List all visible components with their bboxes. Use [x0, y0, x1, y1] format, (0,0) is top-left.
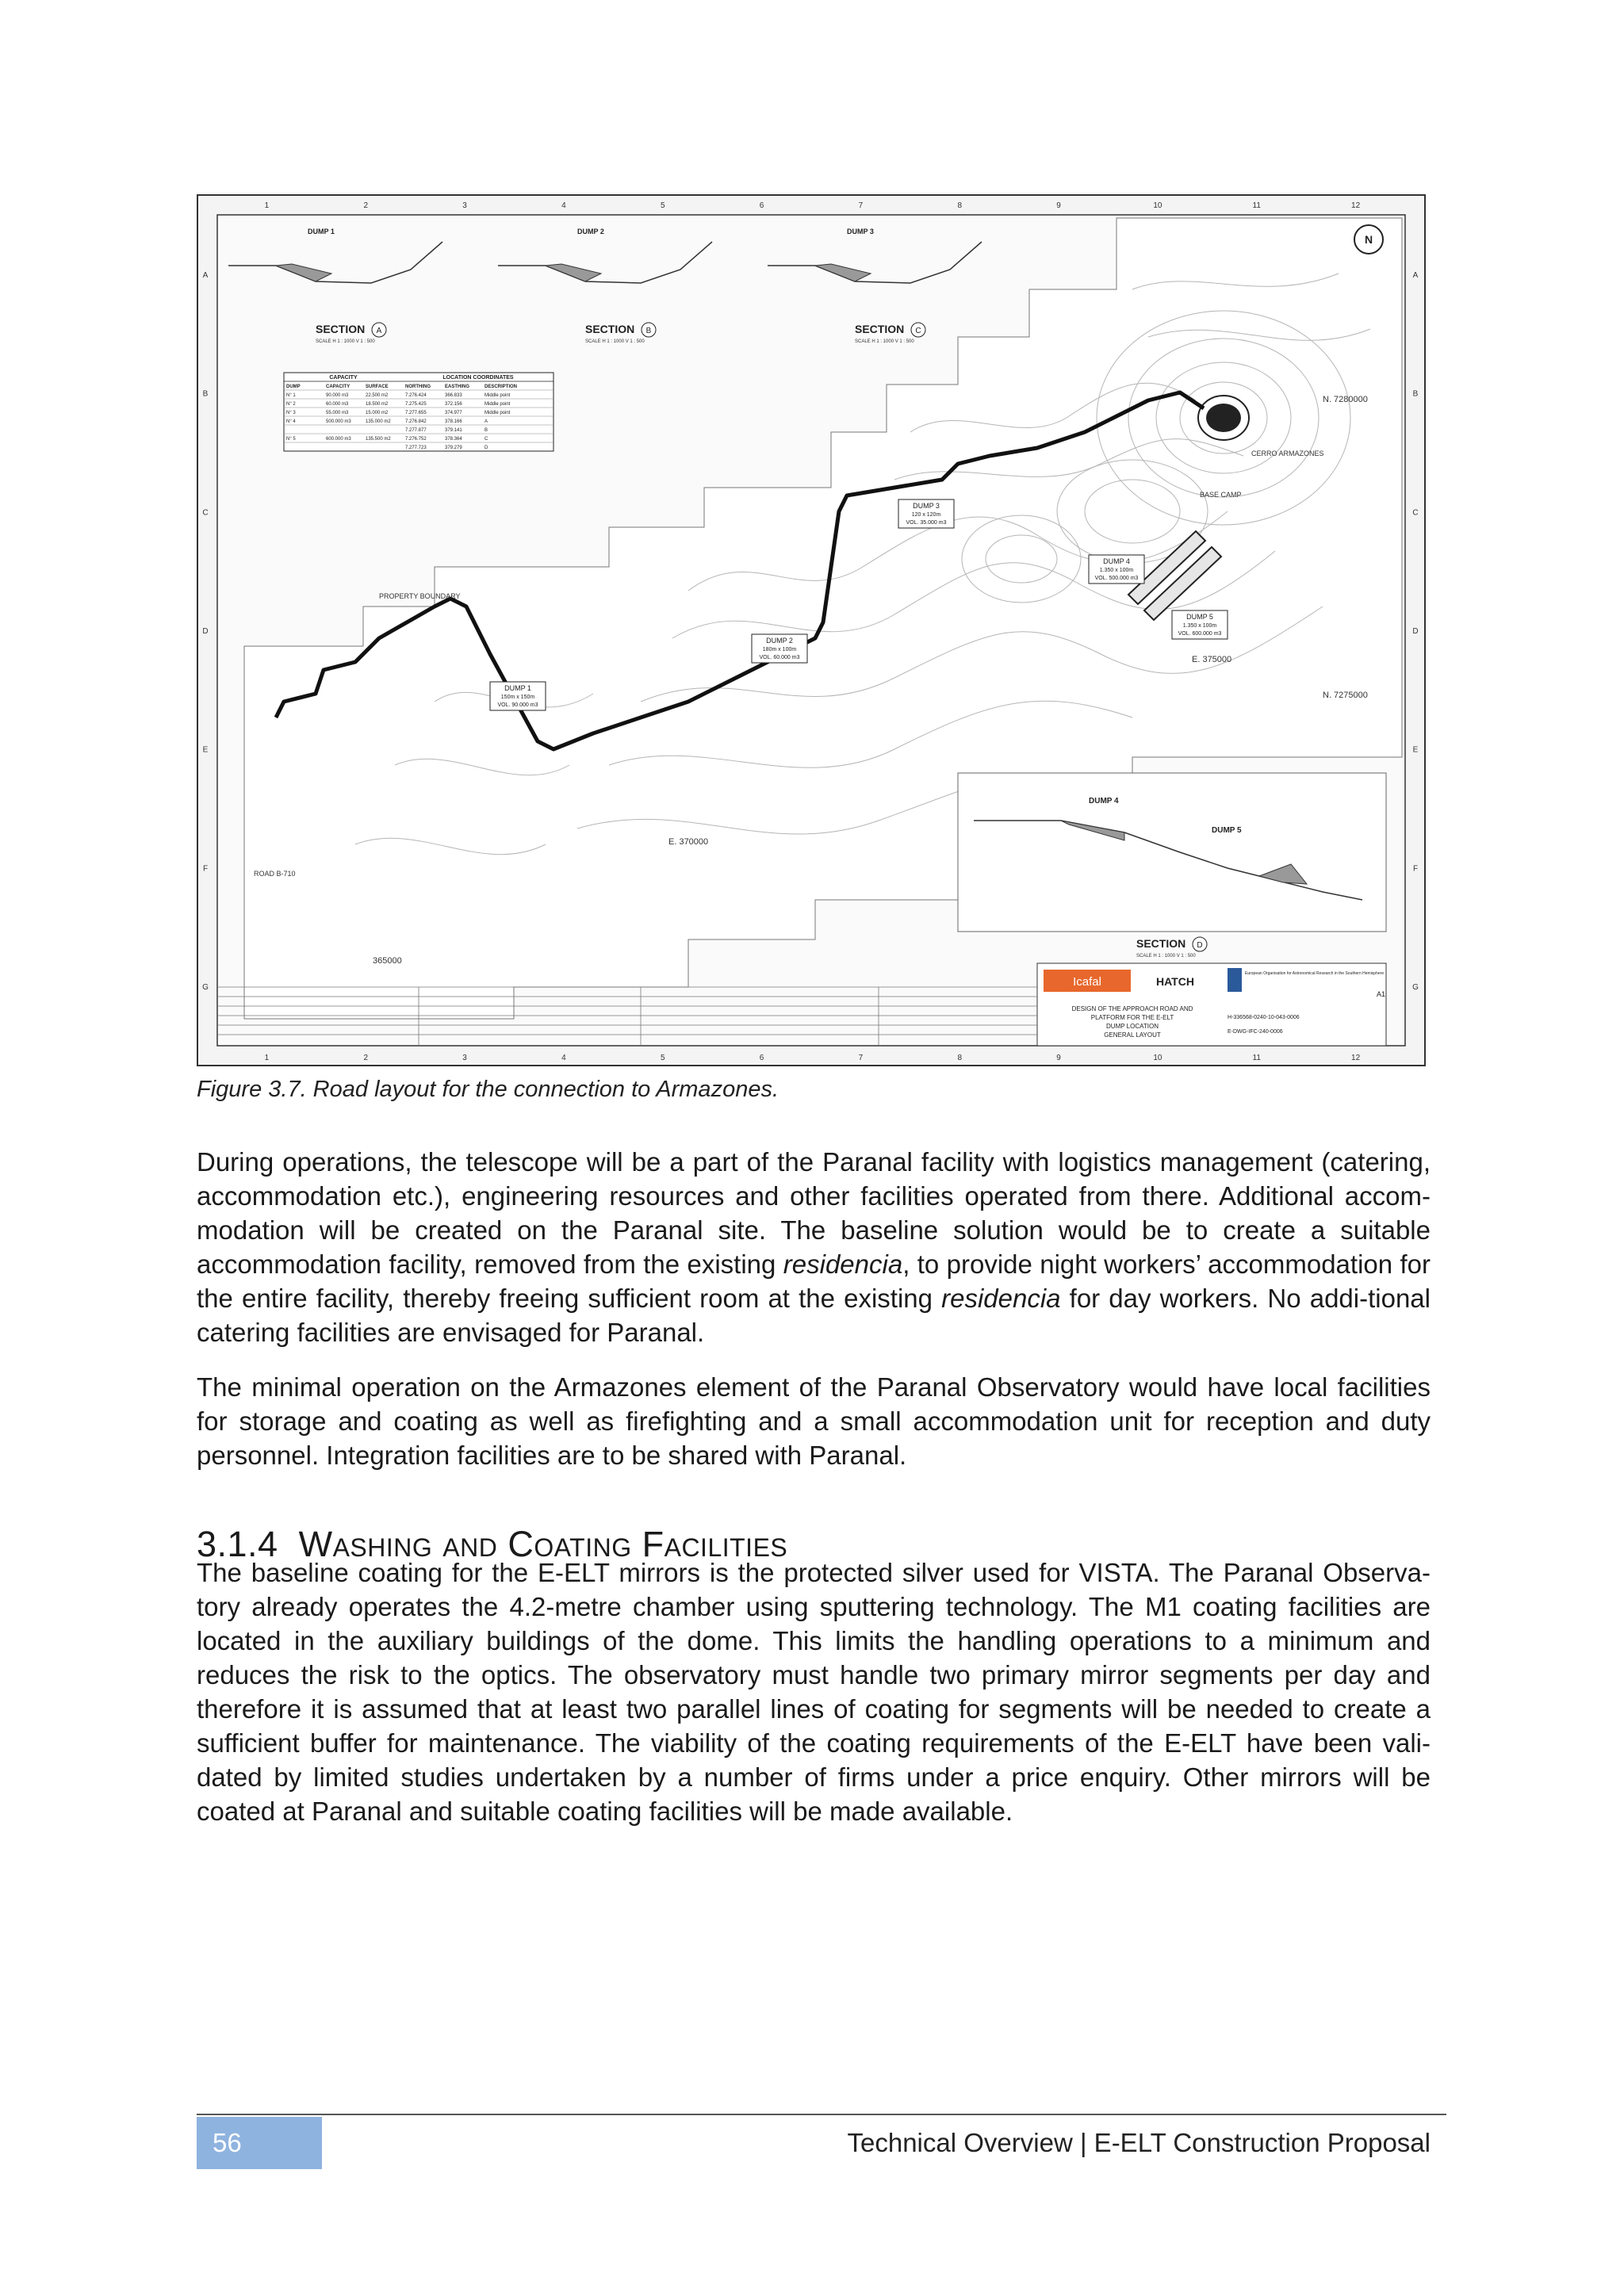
- paragraph-1-text-b: , to provide night workers’ accommodation for the entire facility, thereby freeing sufficient room at the existing: [197, 1249, 1431, 1313]
- residencia-emphasis-2: residencia: [941, 1284, 1061, 1313]
- capacity-table-cell: 22.500 m2: [366, 393, 389, 398]
- grid-col-label-top: 9: [1056, 201, 1061, 210]
- grid-row-label-left: A: [202, 270, 209, 280]
- paragraph-operations: [197, 1145, 1431, 1349]
- easting-label-mid: E. 370000: [668, 837, 709, 847]
- capacity-table-cell: N° 5: [286, 437, 296, 442]
- map-dump-box-line: VOL. 600.000 m3: [1178, 631, 1222, 637]
- title-block-description-line: DUMP LOCATION: [1106, 1023, 1159, 1030]
- capacity-table-cell: 90.000 m3: [326, 393, 349, 398]
- map-dump-box-line: DUMP 2: [766, 637, 793, 645]
- title-block-description-line: GENERAL LAYOUT: [1104, 1031, 1161, 1039]
- title-block-description-line: PLATFORM FOR THE E-ELT: [1090, 1014, 1174, 1021]
- grid-col-label-bottom: 6: [759, 1054, 764, 1062]
- grid-col-label-top: 12: [1351, 201, 1361, 210]
- footer-divider: [197, 2114, 1446, 2115]
- capacity-table-cell: 374.977: [445, 411, 462, 415]
- easting-label-left: 365000: [373, 956, 402, 966]
- hatch-logo-text: HATCH: [1156, 975, 1194, 988]
- capacity-table-cell: N° 3: [286, 411, 296, 415]
- residencia-emphasis-1: residencia: [783, 1249, 903, 1279]
- capacity-table-header: SURFACE: [366, 385, 389, 389]
- map-dump-box-line: DUMP 5: [1186, 613, 1213, 621]
- capacity-table-cell: N° 2: [286, 402, 296, 407]
- grid-col-label-top: 10: [1153, 201, 1162, 210]
- grid-row-label-left: D: [202, 627, 209, 636]
- capacity-table-cell: 7.277.877: [405, 428, 427, 433]
- grid-col-label-bottom: 8: [957, 1054, 963, 1062]
- capacity-table-cell: Middle point: [485, 402, 511, 407]
- paragraph-1-text-a: During operations, the telescope will be a part of the Paranal facility with logistics management (catering, accommodation etc.), engineering resources and other facilities operated from there. Additional accom-modation will be created on the Paranal site. The baseline solution would be to create a suitable accommodation facility, removed from the existing: [197, 1147, 1431, 1279]
- icafal-logo-text: Icafal: [1073, 975, 1101, 989]
- section-d-dump5-label: DUMP 5: [1212, 826, 1242, 835]
- capacity-table-cell: 7.276.752: [405, 437, 427, 442]
- grid-col-label-bottom: 4: [561, 1054, 566, 1062]
- capacity-table-cell: 379.279: [445, 446, 462, 450]
- grid-col-label-bottom: 2: [363, 1054, 369, 1062]
- north-arrow-label: N: [1364, 233, 1373, 246]
- capacity-table-cell: 7.277.655: [405, 411, 427, 415]
- capacity-table-cell: C: [485, 437, 488, 442]
- northing-label-bottom: N. 7275000: [1323, 691, 1368, 700]
- paragraph-armazones-operation: The minimal operation on the Armazones element of the Paranal Observatory would have local facilities for storage and coating as well as firefighting and a small accommodation unit for reception and duty personnel. Integration facilities are to be shared with Paranal.: [197, 1372, 1431, 1470]
- grid-row-label-right: D: [1412, 627, 1419, 636]
- capacity-table-cell: B: [485, 428, 488, 433]
- grid-col-label-top: 2: [363, 201, 369, 210]
- grid-col-label-top: 11: [1252, 201, 1261, 210]
- section-marker: C: [915, 327, 921, 335]
- engineering-drawing: [197, 194, 1426, 1066]
- section-title: SECTION: [316, 323, 366, 335]
- map-dump-box-line: DUMP 4: [1103, 557, 1130, 565]
- grid-row-label-left: C: [202, 508, 209, 518]
- capacity-table-cell: 7.277.723: [405, 446, 427, 450]
- title-block-description-line: DESIGN OF THE APPROACH ROAD AND: [1071, 1005, 1193, 1012]
- capacity-table-cell: Middle point: [485, 411, 511, 415]
- section-scale: SCALE H 1 : 1000 V 1 : 500: [316, 339, 375, 344]
- grid-row-label-left: E: [202, 745, 209, 755]
- capacity-table-header: DUMP: [286, 385, 301, 389]
- grid-col-label-bottom: 7: [858, 1054, 864, 1062]
- section-dump-label: DUMP 3: [847, 228, 874, 235]
- grid-col-label-top: 4: [561, 201, 566, 210]
- capacity-table-cell: 7.276.424: [405, 393, 427, 398]
- section-d-scale: SCALE H 1 : 1000 V 1 : 500: [1136, 954, 1196, 959]
- grid-row-label-right: E: [1412, 745, 1419, 755]
- capacity-table-cell: 379.141: [445, 428, 462, 433]
- map-dump-box-line: 1.350 x 100m: [1099, 568, 1134, 573]
- map-dump-box-line: VOL. 90.000 m3: [497, 702, 538, 708]
- section-marker: B: [645, 327, 652, 335]
- section-title: Washing and Coating Facilities: [298, 1524, 788, 1564]
- capacity-table-cell: Middle point: [485, 393, 511, 398]
- road-label: ROAD B-710: [254, 870, 296, 878]
- capacity-table-cell: 15.000 m2: [366, 411, 389, 415]
- map-dump-box-line: VOL. 60.000 m3: [759, 655, 800, 660]
- grid-row-label-right: G: [1412, 983, 1419, 993]
- capacity-table-cell: 7.276.842: [405, 419, 427, 424]
- section-number: 3.1.4: [197, 1524, 278, 1564]
- capacity-table-cell: 366.833: [445, 393, 462, 398]
- section-dump-label: DUMP 2: [577, 228, 604, 235]
- capacity-table-cell: N° 4: [286, 419, 296, 424]
- paragraph-1-text-c: for day workers. No addi-tional catering facilities are envisaged for Paranal.: [197, 1284, 1431, 1347]
- section-title: SECTION: [855, 323, 905, 335]
- grid-row-label-right: C: [1412, 508, 1419, 518]
- section-d-title: SECTION: [1136, 937, 1186, 950]
- drawing-number: H-336568-0240-10-043-0006: [1228, 1015, 1300, 1020]
- project-number: E-DWG-IFC-240-0006: [1228, 1029, 1283, 1035]
- capacity-table-header: EASTHING: [445, 385, 470, 389]
- map-dump-box-line: 1.350 x 100m: [1182, 623, 1217, 629]
- paragraph-coating: The baseline coating for the E-ELT mirrors is the protected silver used for VISTA. The Paranal Observa-tory already operates the 4.2-metre chamber using sputtering technology. The M1 coating facilities are located in the auxiliary buildings of the dome. This limits the handling operations to a minimum and reduces the risk to the optics. The observatory must handle two primary mirror segments per day and therefore it is assumed that at least two parallel lines of coating for segments will be needed to create a sufficient buffer for maintenance. The viability of the coating requirements of the E-ELT have been vali-dated by limited studies undertaken by a number of firms under a price enquiry. Other mirrors will be coated at Paranal and suitable coating facilities will be made available.: [197, 1558, 1431, 1826]
- map-dump-box-line: VOL. 35.000 m3: [906, 520, 947, 526]
- map-dump-box-line: 120 x 120m: [911, 512, 941, 518]
- section-d-marker: D: [1197, 941, 1203, 950]
- grid-col-label-top: 1: [264, 201, 270, 210]
- map-dump-box-line: 180m x 100m: [762, 647, 797, 652]
- grid-col-label-top: 6: [759, 201, 764, 210]
- grid-col-label-top: 3: [462, 201, 467, 210]
- grid-col-label-top: 8: [957, 201, 963, 210]
- grid-col-label-bottom: 9: [1056, 1054, 1061, 1062]
- grid-col-label-top: 5: [660, 201, 665, 210]
- northing-label-top: N. 7280000: [1323, 395, 1368, 404]
- eso-logo-text: European Organisation for Astronomical Research in the Southern Hemisphere: [1245, 971, 1385, 976]
- grid-col-label-bottom: 12: [1351, 1054, 1361, 1062]
- capacity-table-header: DESCRIPTION: [485, 385, 518, 389]
- grid-row-label-right: A: [1412, 270, 1419, 280]
- capacity-table-header: NORTHING: [405, 385, 431, 389]
- grid-col-label-bottom: 3: [462, 1054, 467, 1062]
- map-dump-box-line: VOL. 500.000 m3: [1094, 576, 1139, 581]
- grid-row-label-right: F: [1412, 864, 1419, 874]
- capacity-table-cell: 372.156: [445, 402, 462, 407]
- capacity-table-cell: 55.000 m3: [326, 411, 349, 415]
- section-marker: A: [376, 327, 382, 335]
- easting-label-right: E. 375000: [1192, 655, 1232, 664]
- map-dump-box-line: DUMP 1: [504, 684, 531, 692]
- capacity-table-cell: 135.000 m2: [366, 419, 391, 424]
- capacity-table-cell: A: [485, 419, 488, 424]
- grid-col-label-bottom: 10: [1153, 1054, 1162, 1062]
- capacity-table-cell: 378.364: [445, 437, 462, 442]
- location-table-title: LOCATION COORDINATES: [442, 375, 514, 381]
- eso-logo: [1228, 968, 1242, 992]
- footer-title: Technical Overview | E-ELT Construction Proposal: [847, 2128, 1431, 2157]
- capacity-table-cell: N° 1: [286, 393, 296, 398]
- grid-col-label-bottom: 1: [264, 1054, 270, 1062]
- page-number: 56: [197, 2117, 322, 2169]
- capacity-table-cell: 60.000 m3: [326, 402, 349, 407]
- capacity-table-cell: D: [485, 446, 488, 450]
- capacity-table-header: CAPACITY: [326, 385, 350, 389]
- section-title: SECTION: [585, 323, 635, 335]
- cerro-armazones-label: CERRO ARMAZONES: [1251, 450, 1324, 457]
- capacity-table-cell: 378.166: [445, 419, 462, 424]
- capacity-table-cell: 7.275.425: [405, 402, 427, 407]
- grid-col-label-bottom: 5: [660, 1054, 665, 1062]
- capacity-table-title: CAPACITY: [329, 375, 358, 381]
- section-dump-label: DUMP 1: [308, 228, 335, 235]
- capacity-table-cell: 500.000 m3: [326, 419, 351, 424]
- section-scale: SCALE H 1 : 1000 V 1 : 500: [855, 339, 914, 344]
- map-dump-box-line: DUMP 3: [913, 502, 940, 510]
- capacity-table-cell: 135.500 m2: [366, 437, 391, 442]
- base-camp-label: BASE CAMP: [1200, 491, 1242, 499]
- section-scale: SCALE H 1 : 1000 V 1 : 500: [585, 339, 645, 344]
- road-layout-figure: [197, 194, 1426, 1066]
- capacity-table-cell: 600.000 m3: [326, 437, 351, 442]
- section-d-dump4-label: DUMP 4: [1089, 797, 1119, 806]
- grid-col-label-bottom: 11: [1252, 1054, 1261, 1062]
- grid-row-label-left: F: [202, 864, 209, 874]
- grid-col-label-top: 7: [858, 201, 864, 210]
- map-dump-box-line: 150m x 150m: [500, 695, 535, 700]
- figure-caption: Figure 3.7. Road layout for the connection to Armazones.: [197, 1077, 779, 1102]
- capacity-table-cell: 18.500 m2: [366, 402, 389, 407]
- grid-row-label-left: B: [202, 389, 209, 399]
- grid-row-label-right: B: [1412, 389, 1419, 399]
- property-boundary-label: PROPERTY BOUNDARY: [379, 592, 461, 600]
- sheet-size: A1: [1377, 990, 1386, 998]
- grid-row-label-left: G: [202, 983, 209, 993]
